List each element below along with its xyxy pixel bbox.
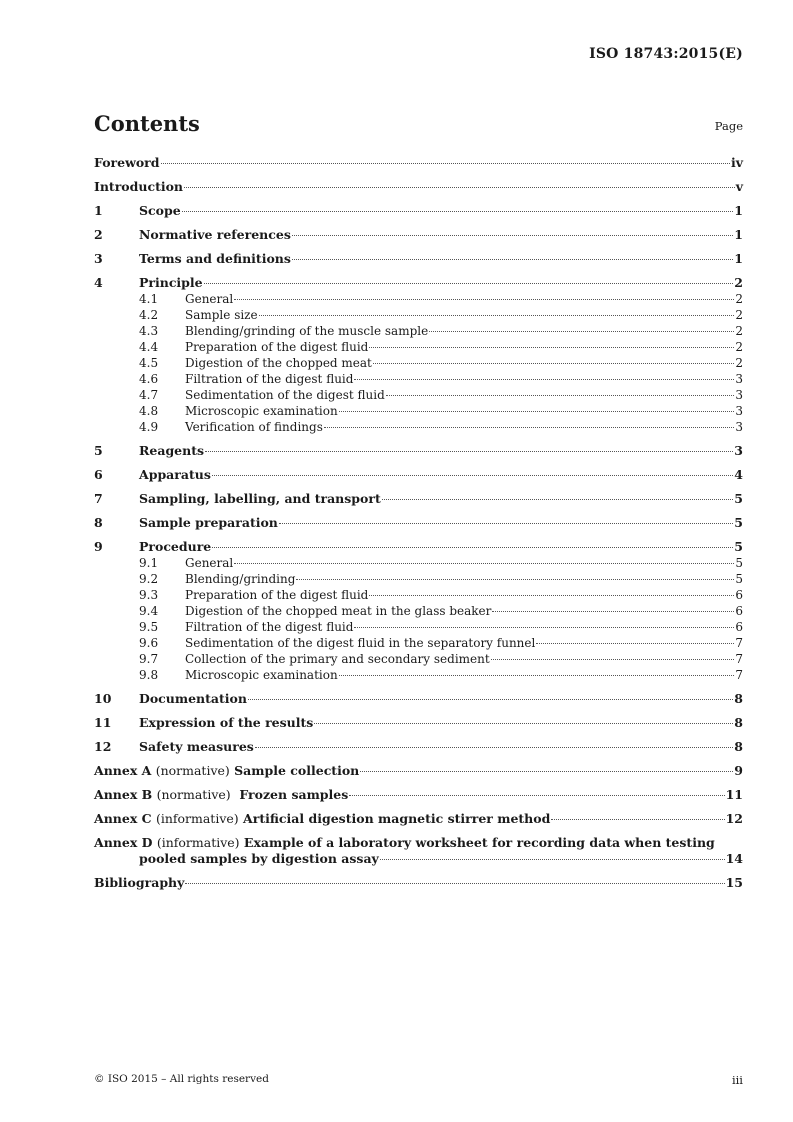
dot-leader — [339, 411, 735, 412]
toc-entry-annex-d[interactable] — [94, 835, 743, 867]
dot-leader — [212, 547, 733, 548]
toc-number: 9.4 — [139, 604, 159, 618]
toc-page: 2 — [735, 324, 743, 338]
toc-number: 4 — [94, 275, 103, 290]
dot-leader — [536, 643, 734, 644]
toc-number: 9 — [94, 539, 103, 554]
toc-title: Safety measures — [139, 739, 254, 754]
toc-page: v — [735, 179, 743, 194]
toc-number: 12 — [94, 739, 112, 754]
toc-title: Filtration of the digest fluid — [185, 620, 354, 634]
dot-leader — [382, 499, 734, 500]
toc-subentry[interactable] — [94, 339, 743, 355]
toc-number: 9.1 — [139, 556, 159, 570]
dot-leader — [292, 235, 733, 236]
toc-page: 1 — [734, 251, 743, 266]
dot-leader — [354, 627, 734, 628]
toc-number: 4.5 — [139, 356, 159, 370]
toc-title: Digestion of the chopped meat — [185, 356, 372, 370]
toc-entry-principle[interactable] — [94, 275, 743, 291]
dot-leader — [259, 315, 735, 316]
dot-leader — [380, 859, 725, 860]
annex-type: (normative) — [155, 763, 230, 778]
toc-title: Bibliography — [94, 875, 185, 890]
toc-subentry[interactable] — [94, 571, 743, 587]
dot-leader — [314, 723, 733, 724]
toc-number: 9.2 — [139, 572, 159, 586]
toc-title: Filtration of the digest fluid — [185, 372, 354, 386]
toc-entry-documentation[interactable] — [94, 691, 743, 707]
toc-page: 5 — [734, 491, 743, 506]
toc-number: 11 — [94, 715, 112, 730]
toc-page: 7 — [735, 652, 743, 666]
toc-title-line2: pooled samples by digestion assay — [139, 851, 379, 866]
toc-page: 6 — [735, 588, 743, 602]
dot-leader — [234, 563, 734, 564]
toc-page: 5 — [734, 515, 743, 530]
toc-title: Blending/grinding of the muscle sample — [185, 324, 429, 338]
toc-page: 1 — [734, 203, 743, 218]
annex-label: Annex B — [94, 787, 153, 802]
page-number: iii — [731, 1073, 743, 1087]
toc-number: 4.6 — [139, 372, 159, 386]
toc-number: 6 — [94, 467, 103, 482]
toc-title: General — [185, 292, 234, 306]
toc-entry-sampling[interactable] — [94, 491, 743, 507]
toc-page: 4 — [734, 467, 743, 482]
toc-page: 3 — [734, 443, 743, 458]
toc-number: 1 — [94, 203, 103, 218]
toc-entry-bibliography[interactable] — [94, 875, 743, 891]
dot-leader — [182, 211, 734, 212]
dot-leader — [292, 259, 733, 260]
toc-title-line1: Example of a laboratory worksheet for recording data when testing — [243, 835, 715, 850]
toc-number: 9.6 — [139, 636, 159, 650]
toc-entry-foreword[interactable] — [94, 155, 743, 171]
dot-leader — [204, 283, 734, 284]
toc-page: 12 — [725, 811, 743, 826]
toc-entry-normative-references[interactable] — [94, 227, 743, 243]
toc-number: 9.3 — [139, 588, 159, 602]
toc-title: Preparation of the digest fluid — [185, 588, 369, 602]
toc-subentry[interactable] — [94, 651, 743, 667]
toc-page: 7 — [735, 636, 743, 650]
dot-leader — [185, 883, 724, 884]
toc-title: Documentation — [139, 691, 247, 706]
toc-number: 7 — [94, 491, 103, 506]
toc-title: Foreword — [94, 155, 160, 170]
document-id: ISO 18743:2015(E) — [589, 46, 743, 62]
toc-page: 2 — [735, 308, 743, 322]
toc-page: 2 — [735, 340, 743, 354]
toc-entry-apparatus[interactable] — [94, 467, 743, 483]
dot-leader — [369, 595, 734, 596]
toc-number: 9.7 — [139, 652, 159, 666]
toc-subentry[interactable] — [94, 419, 743, 435]
toc-title: Collection of the primary and secondary sediment — [185, 652, 490, 666]
toc-subentry[interactable] — [94, 307, 743, 323]
toc-number: 4.3 — [139, 324, 159, 338]
toc-entry-reagents[interactable] — [94, 443, 743, 459]
toc-title: Scope — [139, 203, 181, 218]
toc-page: 8 — [734, 691, 743, 706]
toc-page: 6 — [735, 604, 743, 618]
dot-leader — [234, 299, 734, 300]
toc-number: 8 — [94, 515, 103, 530]
toc-title: Principle — [139, 275, 203, 290]
toc-subentry[interactable] — [94, 323, 743, 339]
dot-leader — [492, 611, 734, 612]
toc-number: 4.9 — [139, 420, 159, 434]
toc-title: Apparatus — [139, 467, 211, 482]
dot-leader — [205, 451, 733, 452]
toc-title: General — [185, 556, 234, 570]
dot-leader — [339, 675, 735, 676]
toc-number: 5 — [94, 443, 103, 458]
toc-title: Sedimentation of the digest fluid — [185, 388, 385, 402]
toc-page: 15 — [725, 875, 743, 890]
toc-page: 9 — [734, 763, 743, 778]
toc-page: 7 — [735, 668, 743, 682]
toc-entry-scope[interactable] — [94, 203, 743, 219]
toc-number: 4.2 — [139, 308, 159, 322]
toc-number: 9.5 — [139, 620, 159, 634]
contents-title: Contents — [94, 111, 200, 136]
toc-subentry[interactable] — [94, 291, 743, 307]
toc-page: 2 — [735, 292, 743, 306]
toc-page: 11 — [725, 787, 743, 802]
toc-entry-procedure[interactable] — [94, 539, 743, 555]
toc-page: iv — [730, 155, 743, 170]
dot-leader — [279, 523, 733, 524]
toc-entry-annex-a[interactable] — [94, 763, 743, 779]
toc-subentry[interactable] — [94, 371, 743, 387]
toc-subentry[interactable] — [94, 555, 743, 571]
table-of-contents — [94, 155, 743, 891]
annex-type: (informative) — [156, 835, 240, 850]
toc-title: Verification of findings — [185, 420, 323, 434]
toc-page: 1 — [734, 227, 743, 242]
toc-subentry[interactable] — [94, 387, 743, 403]
dot-leader — [369, 347, 734, 348]
dot-leader — [354, 379, 734, 380]
toc-title: Sample preparation — [139, 515, 278, 530]
toc-title: Digestion of the chopped meat in the glass beaker — [185, 604, 492, 618]
toc-page: 2 — [734, 275, 743, 290]
toc-entry-terms-and-definitions[interactable] — [94, 251, 743, 267]
toc-title: Artificial digestion magnetic stirrer method — [243, 811, 551, 826]
toc-entry-sample-preparation[interactable] — [94, 515, 743, 531]
toc-title: Procedure — [139, 539, 212, 554]
toc-page: 3 — [735, 420, 743, 434]
toc-number: 2 — [94, 227, 103, 242]
dot-leader — [212, 475, 733, 476]
toc-page: 14 — [725, 851, 743, 866]
toc-title: Reagents — [139, 443, 205, 458]
annex-type: (informative) — [155, 811, 239, 826]
toc-title: Sedimentation of the digest fluid in the separatory funnel — [185, 636, 536, 650]
toc-entry-annex-c[interactable] — [94, 811, 743, 827]
toc-number: 4.4 — [139, 340, 159, 354]
copyright-notice: © ISO 2015 – All rights reserved — [94, 1073, 269, 1085]
toc-number: 9.8 — [139, 668, 159, 682]
toc-number: 4.1 — [139, 292, 159, 306]
toc-title: Normative references — [139, 227, 291, 242]
annex-label: Annex A — [94, 763, 152, 778]
dot-leader — [349, 795, 724, 796]
toc-subentry[interactable] — [94, 619, 743, 635]
dot-leader — [491, 659, 735, 660]
toc-subentry[interactable] — [94, 635, 743, 651]
toc-title: Terms and definitions — [139, 251, 291, 266]
toc-page: 3 — [735, 404, 743, 418]
toc-entry-annex-b[interactable] — [94, 787, 743, 803]
dot-leader — [386, 395, 735, 396]
annex-label: Annex C — [94, 811, 152, 826]
toc-entry-safety-measures[interactable] — [94, 739, 743, 755]
dot-leader — [296, 579, 734, 580]
toc-title: Sample size — [185, 308, 258, 322]
toc-page: 5 — [734, 539, 743, 554]
toc-page: 5 — [735, 556, 743, 570]
toc-title: Introduction — [94, 179, 184, 194]
toc-page: 6 — [735, 620, 743, 634]
toc-title: Microscopic examination — [185, 404, 338, 418]
toc-number: 10 — [94, 691, 112, 706]
dot-leader — [184, 187, 735, 188]
toc-entry-introduction[interactable] — [94, 179, 743, 195]
toc-title: Blending/grinding — [185, 572, 296, 586]
toc-entry-expression-of-results[interactable] — [94, 715, 743, 731]
toc-number: 3 — [94, 251, 103, 266]
toc-subentry[interactable] — [94, 667, 743, 683]
dot-leader — [255, 747, 733, 748]
toc-page: 2 — [735, 356, 743, 370]
toc-number: 4.8 — [139, 404, 159, 418]
toc-title: Sample collection — [234, 763, 360, 778]
toc-page: 8 — [734, 715, 743, 730]
toc-page: 3 — [735, 388, 743, 402]
annex-label: Annex D — [94, 835, 153, 850]
annex-type: (normative) — [156, 787, 231, 802]
toc-subentry[interactable] — [94, 403, 743, 419]
toc-subentry[interactable] — [94, 587, 743, 603]
toc-subentry[interactable] — [94, 603, 743, 619]
toc-number: 4.7 — [139, 388, 159, 402]
dot-leader — [360, 771, 733, 772]
toc-page: 5 — [735, 572, 743, 586]
dot-leader — [324, 427, 735, 428]
page-column-label: Page — [714, 119, 743, 133]
dot-leader — [551, 819, 724, 820]
dot-leader — [161, 163, 730, 164]
toc-page: 8 — [734, 739, 743, 754]
toc-subentry[interactable] — [94, 355, 743, 371]
toc-page: 3 — [735, 372, 743, 386]
toc-title: Microscopic examination — [185, 668, 338, 682]
dot-leader — [429, 331, 734, 332]
toc-title: Preparation of the digest fluid — [185, 340, 369, 354]
dot-leader — [248, 699, 733, 700]
toc-title: Frozen samples — [239, 787, 349, 802]
toc-title: Sampling, labelling, and transport — [139, 491, 381, 506]
toc-title: Expression of the results — [139, 715, 314, 730]
dot-leader — [373, 363, 734, 364]
